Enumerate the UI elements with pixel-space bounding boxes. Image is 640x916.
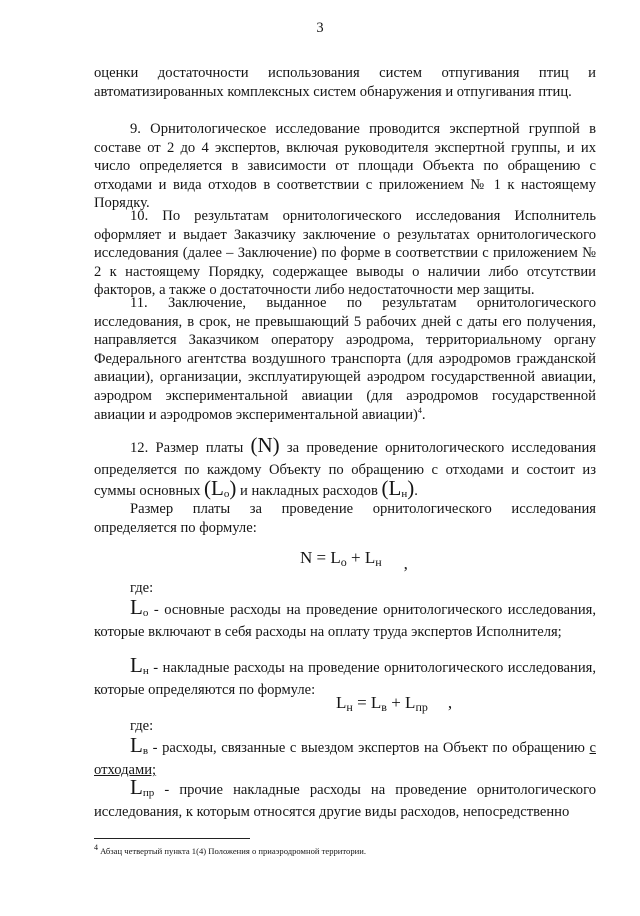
def-Ln-sub: н: [142, 665, 149, 677]
symbol-Ln-close: ): [407, 476, 415, 500]
formula-N-sub-o: о: [340, 555, 347, 569]
page-number: 3: [316, 20, 324, 36]
symbol-Lo-sub: о: [223, 488, 230, 500]
symbol-Lo-letter: (L: [204, 476, 224, 500]
p12-text-b: за проведение орнитологического исследования определяется по каждому Объекту по обращению с отходами и состоит из суммы основных: [94, 440, 596, 499]
def-Lo-letter: L: [130, 595, 143, 619]
formula-Ln-sub-pr: пр: [415, 700, 428, 714]
definition-Lv: [94, 733, 596, 780]
symbol-N: (N): [250, 433, 280, 457]
formula-N-part1: N = L: [300, 548, 341, 567]
paragraph-9: 9. Орнитологическое исследование проводится экспертной группой в составе от 2 до 4 экспертов, включая руководителя экспертной группы, и их число определяется в зависимости от площади Объекта по обращению с отходами и вида отходов в соответствии с приложением № 1 к настоящему Порядку.: [94, 121, 596, 212]
formula-N: [300, 548, 408, 573]
def-Lpr-sub: пр: [142, 787, 155, 799]
paragraph-12: [94, 433, 596, 503]
def-Lv-text: - расходы, связанные с выездом экспертов на Объект по обращению: [148, 740, 590, 756]
definition-Lpr: [94, 775, 596, 822]
formula-N-sub-n: н: [375, 555, 382, 569]
footnote-divider: [94, 838, 250, 839]
formula-Ln-part2: = L: [352, 693, 382, 712]
formula-Ln-sub-n: н: [346, 700, 353, 714]
footnote-number: 4: [94, 843, 98, 853]
footnote: [94, 843, 366, 856]
def-Lpr-letter: L: [130, 775, 143, 799]
paragraph-continuation: оценки достаточности использования систем отпугивания птиц и автоматизированных комплексных систем обнаружения и отпугивания птиц.: [94, 65, 596, 100]
formula-Ln: [336, 693, 452, 715]
formula-Ln-part3: + L: [386, 693, 416, 712]
formula-Ln-comma: ,: [447, 693, 453, 712]
def-Lo-text: - основные расходы на проведение орнитологического исследования, которые включают в себя расходы на оплату труда экспертов Исполнителя;: [94, 602, 596, 640]
paragraph-11-end: .: [421, 406, 426, 423]
paragraph-11-text: 11. Заключение, выданное по результатам орнитологического исследования, в срок, не превышающий 5 рабочих дней с даты его получения, направляется Заказчиком оператору аэродрома, территориальному органу Федерального агентства воздушного транспорта (для аэродромов гражданской авиации), организации, эксплуатирующей аэродром государственной авиации, аэродром экспериментальной авиации (для аэродромов государственной авиации и аэродромов экспериментальной авиации): [94, 295, 596, 423]
symbol-Ln-sub: н: [401, 488, 408, 500]
p12-text-a: 12. Размер платы: [130, 440, 251, 456]
paragraph-11: [94, 294, 596, 424]
paragraph-size: Размер платы за проведение орнитологического исследования определяется по формуле:: [94, 501, 596, 536]
footnote-text: Абзац четвертый пункта 1(4) Положения о приаэродромной территории.: [98, 846, 366, 856]
def-Lo-sub: о: [142, 607, 149, 619]
def-Lpr-text: - прочие накладные расходы на проведение орнитологического исследования, к которым относятся другие виды расходов, непосредственно: [94, 782, 596, 820]
symbol-Lo-close: ): [229, 476, 237, 500]
p12-text-d: .: [414, 483, 418, 499]
formula-Ln-sub-v: в: [381, 700, 387, 714]
formula-N-comma: ,: [403, 554, 408, 573]
symbol-Ln-letter: (L: [381, 476, 402, 500]
def-Ln-text: - накладные расходы на проведение орнитологического исследования, которые определяются по формуле:: [94, 660, 596, 698]
footnote-mark: 4: [417, 405, 422, 415]
def-Lv-letter: L: [130, 733, 143, 757]
definition-Lo: [94, 595, 596, 642]
p12-text-c: и накладных расходов: [236, 483, 382, 499]
where-label-2: где:: [130, 718, 154, 734]
formula-N-part2: + L: [346, 548, 376, 567]
def-Lv-sub: в: [142, 745, 149, 757]
def-Ln-letter: L: [130, 653, 143, 677]
symbol-Ln: [382, 476, 415, 500]
symbol-Lo: [204, 476, 236, 500]
formula-Ln-part1: L: [336, 693, 347, 712]
where-label-1: где:: [130, 580, 154, 596]
def-Lv-text-underlined: с отходами;: [94, 740, 596, 778]
paragraph-10: 10. По результатам орнитологического исследования Исполнитель оформляет и выдает Заказчику заключение о результатах орнитологического исследования (далее – Заключение) по форме в соответствии с приложением № 2 к настоящему Порядку, содержащее выводы о наличии либо отсутствии факторов, а также о достаточности либо недостаточности мер защиты.: [94, 208, 596, 299]
